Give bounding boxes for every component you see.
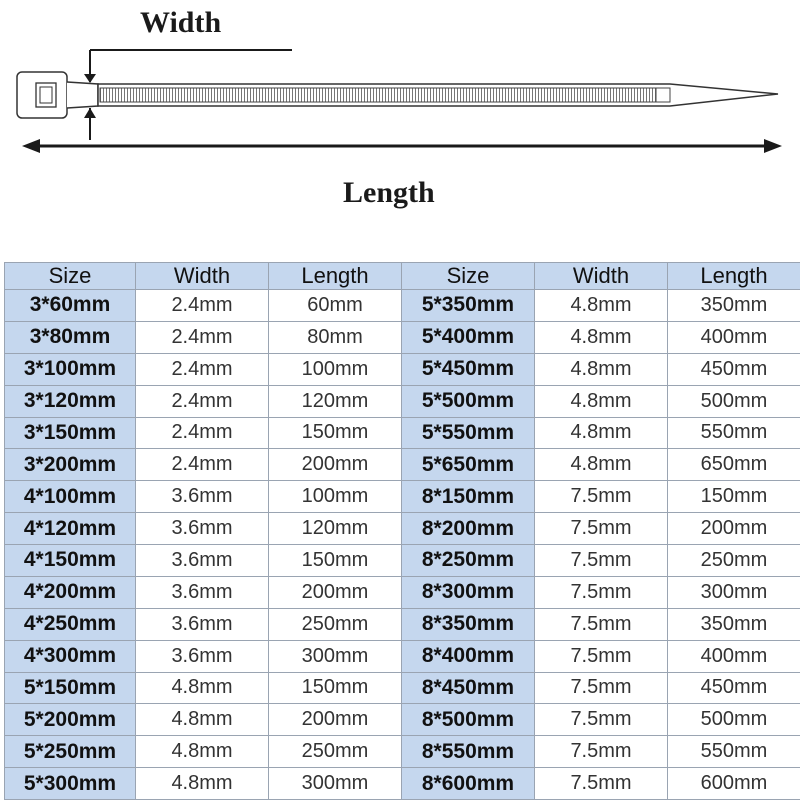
length-cell: 250mm: [269, 736, 402, 768]
width-cell: 7.5mm: [535, 768, 668, 800]
length-cell: 550mm: [668, 736, 800, 768]
length-cell: 300mm: [269, 768, 402, 800]
tie-head: [17, 72, 98, 118]
width-cell: 3.6mm: [136, 545, 269, 577]
length-cell: 550mm: [668, 417, 800, 449]
table-row: [5, 481, 800, 513]
width-cell: 4.8mm: [136, 768, 269, 800]
width-cell: 2.4mm: [136, 385, 269, 417]
width-label: Width: [140, 6, 222, 39]
size-cell: 3*100mm: [5, 353, 136, 385]
length-cell: 350mm: [668, 290, 800, 322]
table-row: [5, 672, 800, 704]
table-body: [5, 290, 800, 800]
length-cell: 100mm: [269, 353, 402, 385]
table-row: [5, 608, 800, 640]
width-cell: 4.8mm: [535, 353, 668, 385]
width-cell: 7.5mm: [535, 513, 668, 545]
size-cell: 8*400mm: [402, 640, 535, 672]
length-cell: 200mm: [668, 513, 800, 545]
length-cell: 150mm: [269, 417, 402, 449]
size-table: [4, 262, 800, 800]
width-cell: 2.4mm: [136, 417, 269, 449]
size-cell: 5*200mm: [5, 704, 136, 736]
size-cell: 4*100mm: [5, 481, 136, 513]
size-cell: 5*300mm: [5, 768, 136, 800]
table-row: [5, 704, 800, 736]
length-cell: 500mm: [668, 385, 800, 417]
length-cell: 200mm: [269, 576, 402, 608]
length-cell: 500mm: [668, 704, 800, 736]
width-cell: 3.6mm: [136, 513, 269, 545]
length-cell: 200mm: [269, 704, 402, 736]
size-cell: 4*200mm: [5, 576, 136, 608]
size-cell: 5*350mm: [402, 290, 535, 322]
header-size: Size: [5, 263, 136, 290]
length-cell: 400mm: [668, 640, 800, 672]
size-cell: 8*450mm: [402, 672, 535, 704]
size-cell: 4*120mm: [5, 513, 136, 545]
table-row: [5, 640, 800, 672]
size-cell: 8*200mm: [402, 513, 535, 545]
header-width: Width: [136, 263, 269, 290]
size-cell: 4*250mm: [5, 608, 136, 640]
table-row: [5, 768, 800, 800]
width-cell: 4.8mm: [535, 385, 668, 417]
length-cell: 150mm: [269, 545, 402, 577]
width-cell: 7.5mm: [535, 640, 668, 672]
width-cell: 2.4mm: [136, 449, 269, 481]
size-cell: 3*200mm: [5, 449, 136, 481]
length-cell: 150mm: [668, 481, 800, 513]
width-cell: 7.5mm: [535, 481, 668, 513]
width-cell: 7.5mm: [535, 576, 668, 608]
width-cell: 4.8mm: [136, 736, 269, 768]
table-row: [5, 385, 800, 417]
length-label: Length: [343, 176, 435, 209]
table-row: [5, 736, 800, 768]
size-cell: 5*400mm: [402, 321, 535, 353]
width-cell: 4.8mm: [535, 449, 668, 481]
size-cell: 5*650mm: [402, 449, 535, 481]
tie-strap: [98, 84, 778, 106]
size-cell: 4*150mm: [5, 545, 136, 577]
table-header-row: [5, 263, 800, 290]
cable-tie-drawing: [0, 0, 800, 260]
size-cell: 3*150mm: [5, 417, 136, 449]
header-size: Size: [402, 263, 535, 290]
size-cell: 8*250mm: [402, 545, 535, 577]
width-cell: 4.8mm: [136, 704, 269, 736]
size-cell: 3*60mm: [5, 290, 136, 322]
width-cell: 7.5mm: [535, 545, 668, 577]
table-row: [5, 545, 800, 577]
length-cell: 150mm: [269, 672, 402, 704]
width-cell: 4.8mm: [535, 321, 668, 353]
width-cell: 2.4mm: [136, 290, 269, 322]
size-cell: 5*150mm: [5, 672, 136, 704]
length-cell: 200mm: [269, 449, 402, 481]
length-cell: 120mm: [269, 513, 402, 545]
header-length: Length: [269, 263, 402, 290]
width-cell: 3.6mm: [136, 640, 269, 672]
width-cell: 3.6mm: [136, 576, 269, 608]
size-cell: 8*600mm: [402, 768, 535, 800]
width-cell: 4.8mm: [535, 290, 668, 322]
width-cell: 7.5mm: [535, 704, 668, 736]
length-cell: 400mm: [668, 321, 800, 353]
table-row: [5, 576, 800, 608]
size-cell: 8*500mm: [402, 704, 535, 736]
cable-tie-diagram: [0, 0, 800, 260]
length-cell: 120mm: [269, 385, 402, 417]
width-cell: 7.5mm: [535, 736, 668, 768]
size-cell: 3*120mm: [5, 385, 136, 417]
table-row: [5, 417, 800, 449]
length-cell: 80mm: [269, 321, 402, 353]
width-cell: 4.8mm: [535, 417, 668, 449]
width-cell: 3.6mm: [136, 481, 269, 513]
table-row: [5, 290, 800, 322]
length-cell: 300mm: [269, 640, 402, 672]
size-cell: 8*150mm: [402, 481, 535, 513]
width-cell: 7.5mm: [535, 608, 668, 640]
table-row: [5, 513, 800, 545]
length-cell: 650mm: [668, 449, 800, 481]
length-dimension-arrow: [22, 139, 782, 153]
length-cell: 250mm: [668, 545, 800, 577]
length-cell: 300mm: [668, 576, 800, 608]
header-width: Width: [535, 263, 668, 290]
size-cell: 8*350mm: [402, 608, 535, 640]
size-cell: 5*450mm: [402, 353, 535, 385]
table-row: [5, 321, 800, 353]
length-cell: 250mm: [269, 608, 402, 640]
width-cell: 2.4mm: [136, 353, 269, 385]
table-row: [5, 353, 800, 385]
size-cell: 8*300mm: [402, 576, 535, 608]
size-cell: 5*550mm: [402, 417, 535, 449]
header-length: Length: [668, 263, 800, 290]
length-cell: 450mm: [668, 353, 800, 385]
length-cell: 600mm: [668, 768, 800, 800]
width-cell: 3.6mm: [136, 608, 269, 640]
length-cell: 350mm: [668, 608, 800, 640]
size-cell: 5*500mm: [402, 385, 535, 417]
length-cell: 450mm: [668, 672, 800, 704]
length-cell: 100mm: [269, 481, 402, 513]
size-cell: 3*80mm: [5, 321, 136, 353]
size-cell: 4*300mm: [5, 640, 136, 672]
size-cell: 8*550mm: [402, 736, 535, 768]
width-cell: 7.5mm: [535, 672, 668, 704]
table-row: [5, 449, 800, 481]
size-cell: 5*250mm: [5, 736, 136, 768]
length-cell: 60mm: [269, 290, 402, 322]
width-cell: 2.4mm: [136, 321, 269, 353]
width-cell: 4.8mm: [136, 672, 269, 704]
